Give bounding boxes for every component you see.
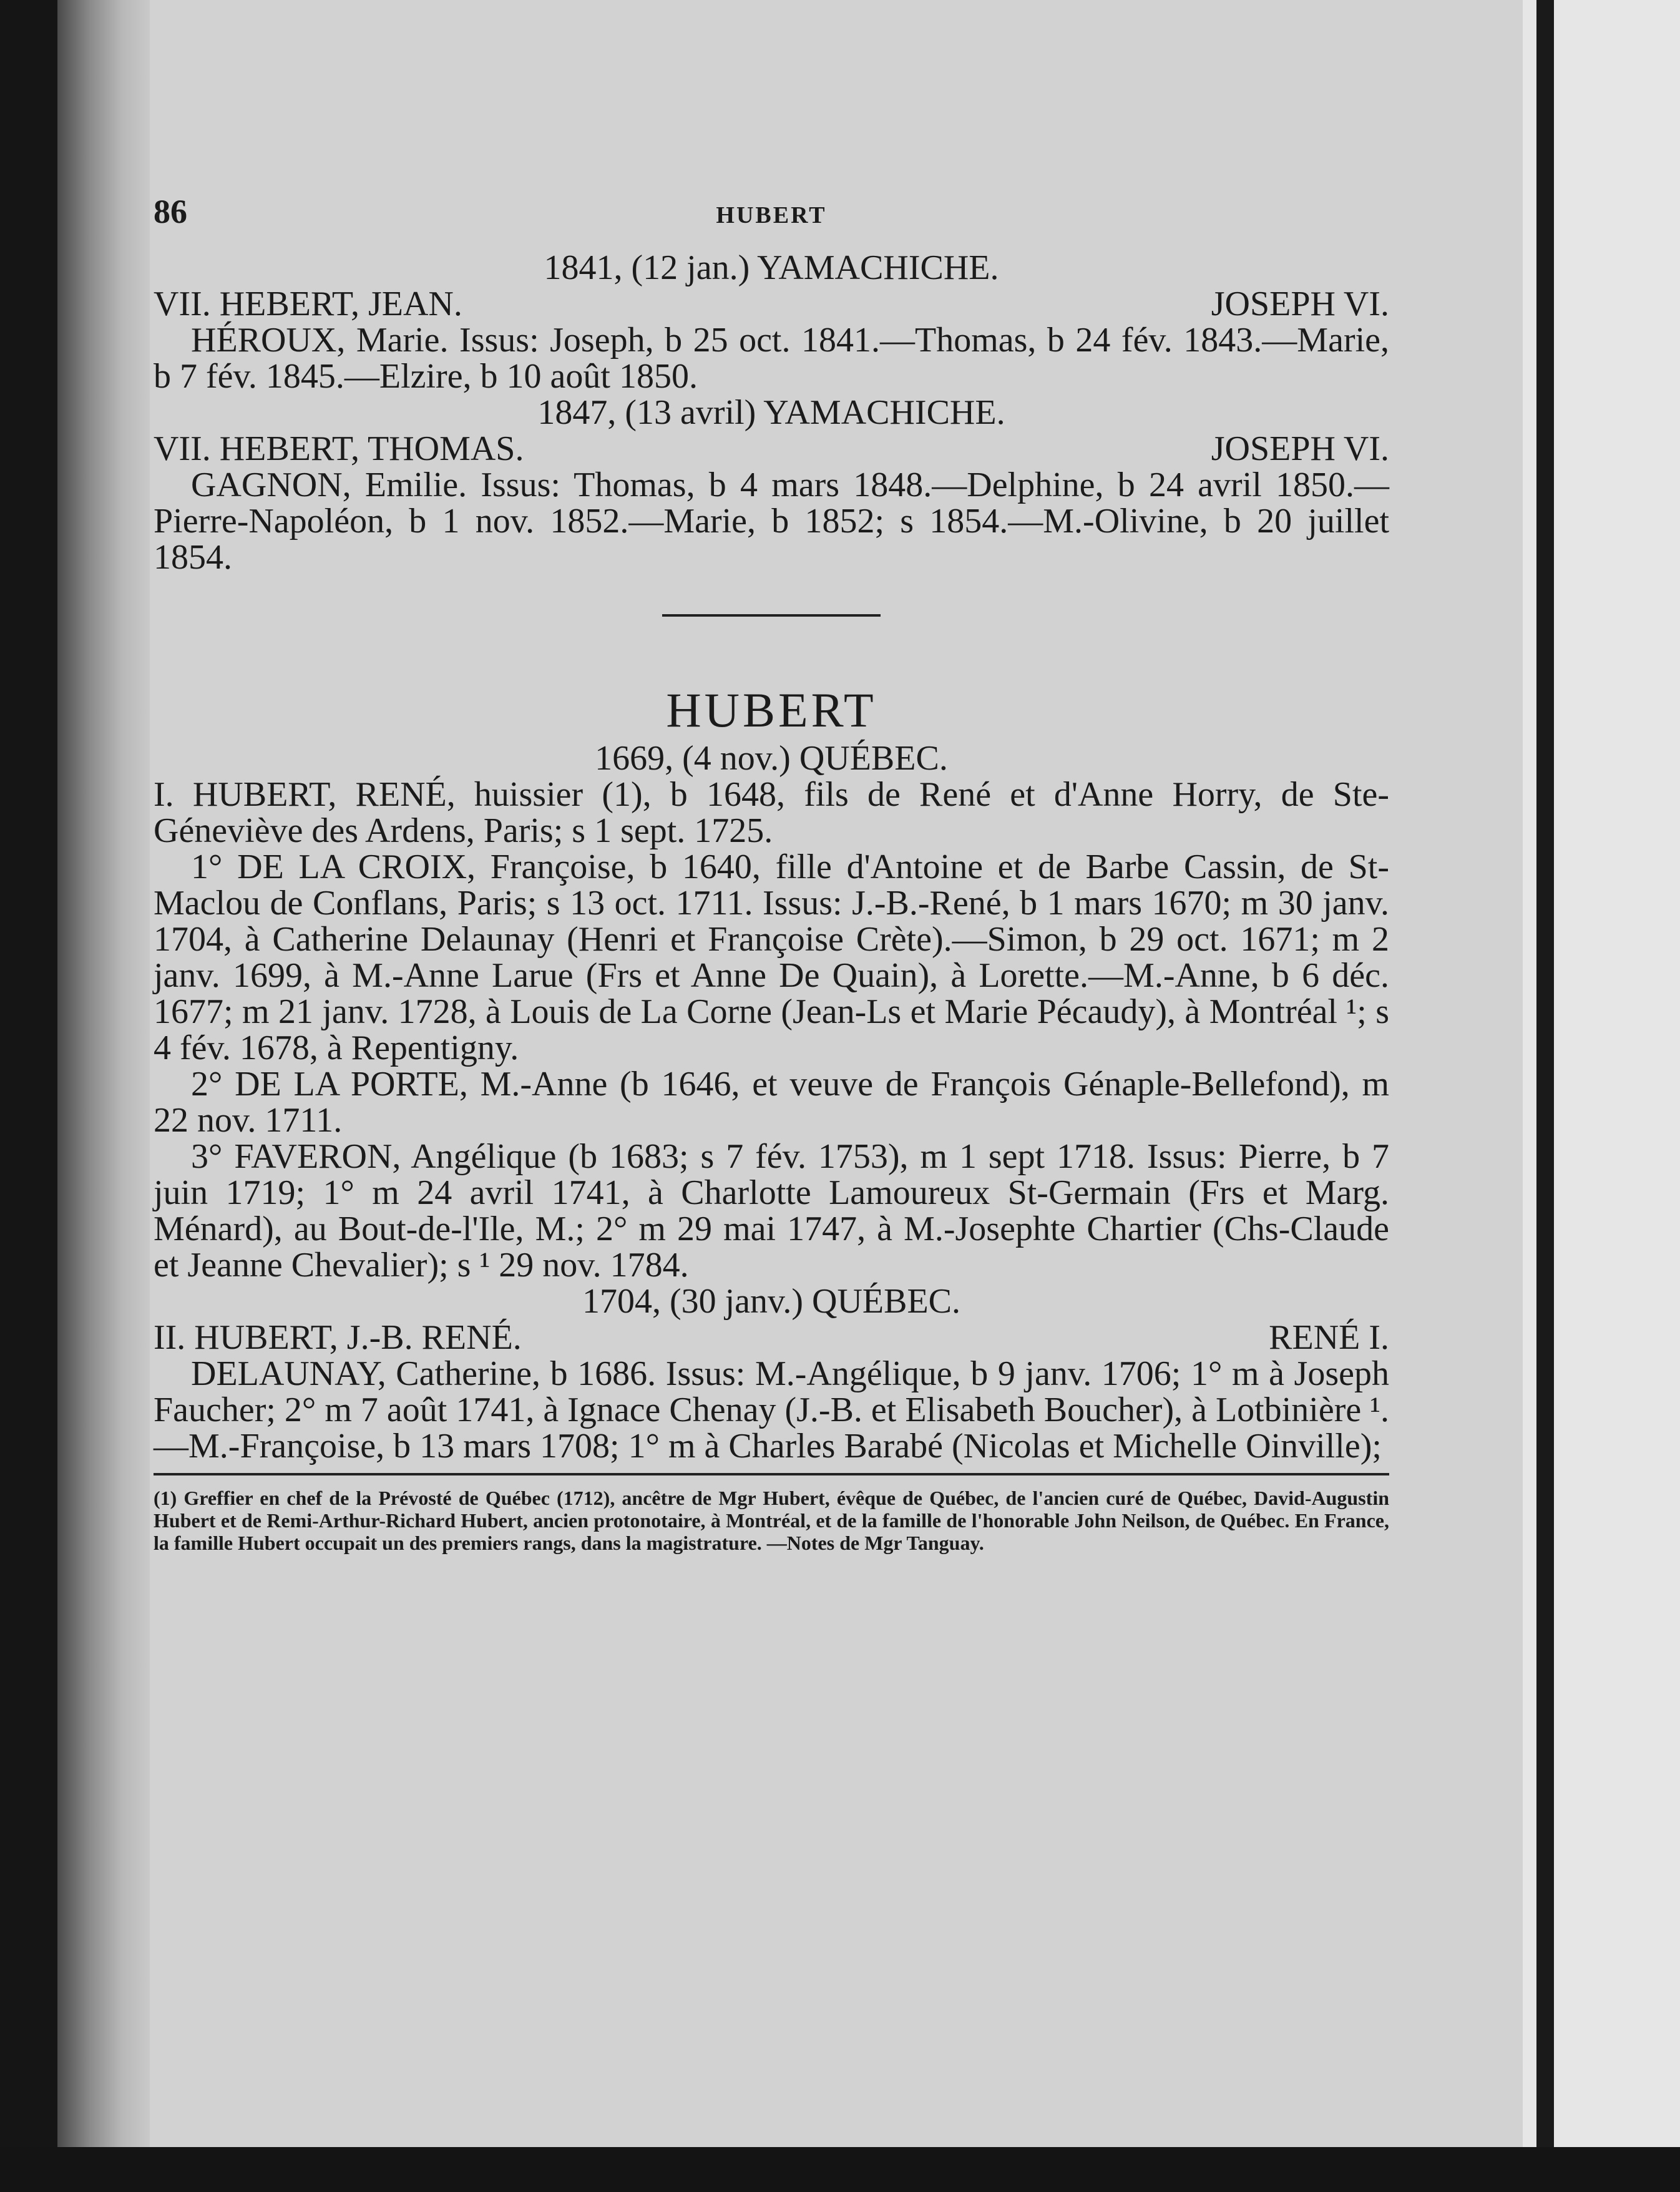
entry-body: HÉROUX, Marie. Issus: Joseph, b 25 oct. 1841.—Thomas, b 24 fév. 1843.—Marie, b 7 fév. 1845.—Elzire, b 10 août 1850.: [154, 321, 1389, 396]
scan-border-bottom: [0, 2147, 1680, 2192]
entry-date-place: 1841, (12 jan.) YAMACHICHE.: [544, 248, 999, 287]
page-number: 86: [154, 193, 187, 230]
entry-body: GAGNON, Emilie. Issus: Thomas, b 4 mars 1848.—Delphine, b 24 avril 1850.—Pierre-Napoléon, b 1 nov. 1852.—Marie, b 1852; s 1854.—M.-Olivine, b 20 juillet 1854.: [154, 466, 1389, 577]
entry-heading: VII. HEBERT, JEAN.: [154, 285, 462, 323]
entry-date-place: 1847, (13 avril) YAMACHICHE.: [537, 393, 1005, 432]
footnote: (1) Greffier en chef de la Prévosté de Québec (1712), ancêtre de Mgr Hubert, évêque de Québec, de l'ancien curé de Québec, David-Augustin Hubert et de Remi-Arthur-Richard Hubert, ancien protonotaire, à Montréal, et de la famille de l'honorable John Neilson, de Québec. En France, la famille Hubert occupait un des premiers rangs, dans la magistrature. —Notes de Mgr Tanguay.: [154, 1487, 1389, 1554]
entry-parent: JOSEPH VI.: [1211, 429, 1389, 468]
entry-heading-row: [154, 1319, 1389, 1356]
family-title: HUBERT: [666, 683, 877, 737]
entry-body: DELAUNAY, Catherine, b 1686. Issus: M.-Angélique, b 9 janv. 1706; 1° m à Joseph Faucher; 2° m 7 août 1741, à Ignace Chenay (J.-B. et Elisabeth Boucher), à Lotbinière ¹.—M.-Françoise, b 13 mars 1708; 1° m à Charles Barabé (Nicolas et Michelle Oinville);: [154, 1354, 1389, 1465]
entry-thomas: [154, 394, 1389, 575]
entry-paragraph: 3° FAVERON, Angélique (b 1683; s 7 fév. 1753), m 1 sept 1718. Issus: Pierre, b 7 juin 1719; 1° m 24 avril 1741, à Charlotte Lamoureux St-Germain (Frs et Marg. Ménard), au Bout-de-l'Ile, M.; 2° m 29 mai 1747, à M.-Josephte Chartier (Chs-Claude et Jeanne Chevalier); s ¹ 29 nov. 1784.: [154, 1137, 1389, 1284]
entry-heading-row: [154, 431, 1389, 467]
entry-jb-rene: [154, 1283, 1389, 1464]
page-gutter-shadow: [57, 0, 150, 2147]
page-header: [154, 193, 1389, 243]
entry-date-place: 1669, (4 nov.) QUÉBEC.: [595, 739, 948, 778]
entry-paragraph: 2° DE LA PORTE, M.-Anne (b 1646, et veuve de François Génaple-Bellefond), m 22 nov. 1711.: [154, 1065, 1389, 1140]
entry-paragraph: I. HUBERT, RENÉ, huissier (1), b 1648, fils de René et d'Anne Horry, de Ste-Géneviève des Ardens, Paris; s 1 sept. 1725.: [154, 775, 1389, 850]
entry-parent: RENÉ I.: [1269, 1318, 1389, 1357]
entry-rene: [154, 740, 1389, 1283]
scan-border-right: [1523, 0, 1680, 2192]
scan-border-left: [0, 0, 57, 2192]
entry-parent: JOSEPH VI.: [1211, 285, 1389, 323]
entry-heading: II. HUBERT, J.-B. RENÉ.: [154, 1318, 522, 1357]
entry-jean: [154, 250, 1389, 394]
entry-heading-row: [154, 286, 1389, 322]
page-text: [154, 193, 1389, 1554]
next-page-edge: [1536, 0, 1554, 2192]
footnote-rule: [154, 1473, 1389, 1475]
section-divider: [662, 614, 881, 617]
entry-date-place: 1704, (30 janv.) QUÉBEC.: [582, 1282, 961, 1321]
entry-heading: VII. HEBERT, THOMAS.: [154, 429, 524, 468]
entry-paragraph: 1° DE LA CROIX, Françoise, b 1640, fille d'Antoine et de Barbe Cassin, de St-Maclou de Conflans, Paris; s 13 oct. 1711. Issus: J.-B.-René, b 1 mars 1670; m 30 janv. 1704, à Catherine Delaunay (Henri et Françoise Crète).—Simon, b 29 oct. 1671; m 2 janv. 1699, à M.-Anne Larue (Frs et Anne De Quain), à Lorette.—M.-Anne, b 6 déc. 1677; m 21 janv. 1728, à Louis de La Corne (Jean-Ls et Marie Pécaudy), à Montréal ¹; s 4 fév. 1678, à Repentigny.: [154, 848, 1389, 1067]
running-head: HUBERT: [716, 202, 827, 228]
